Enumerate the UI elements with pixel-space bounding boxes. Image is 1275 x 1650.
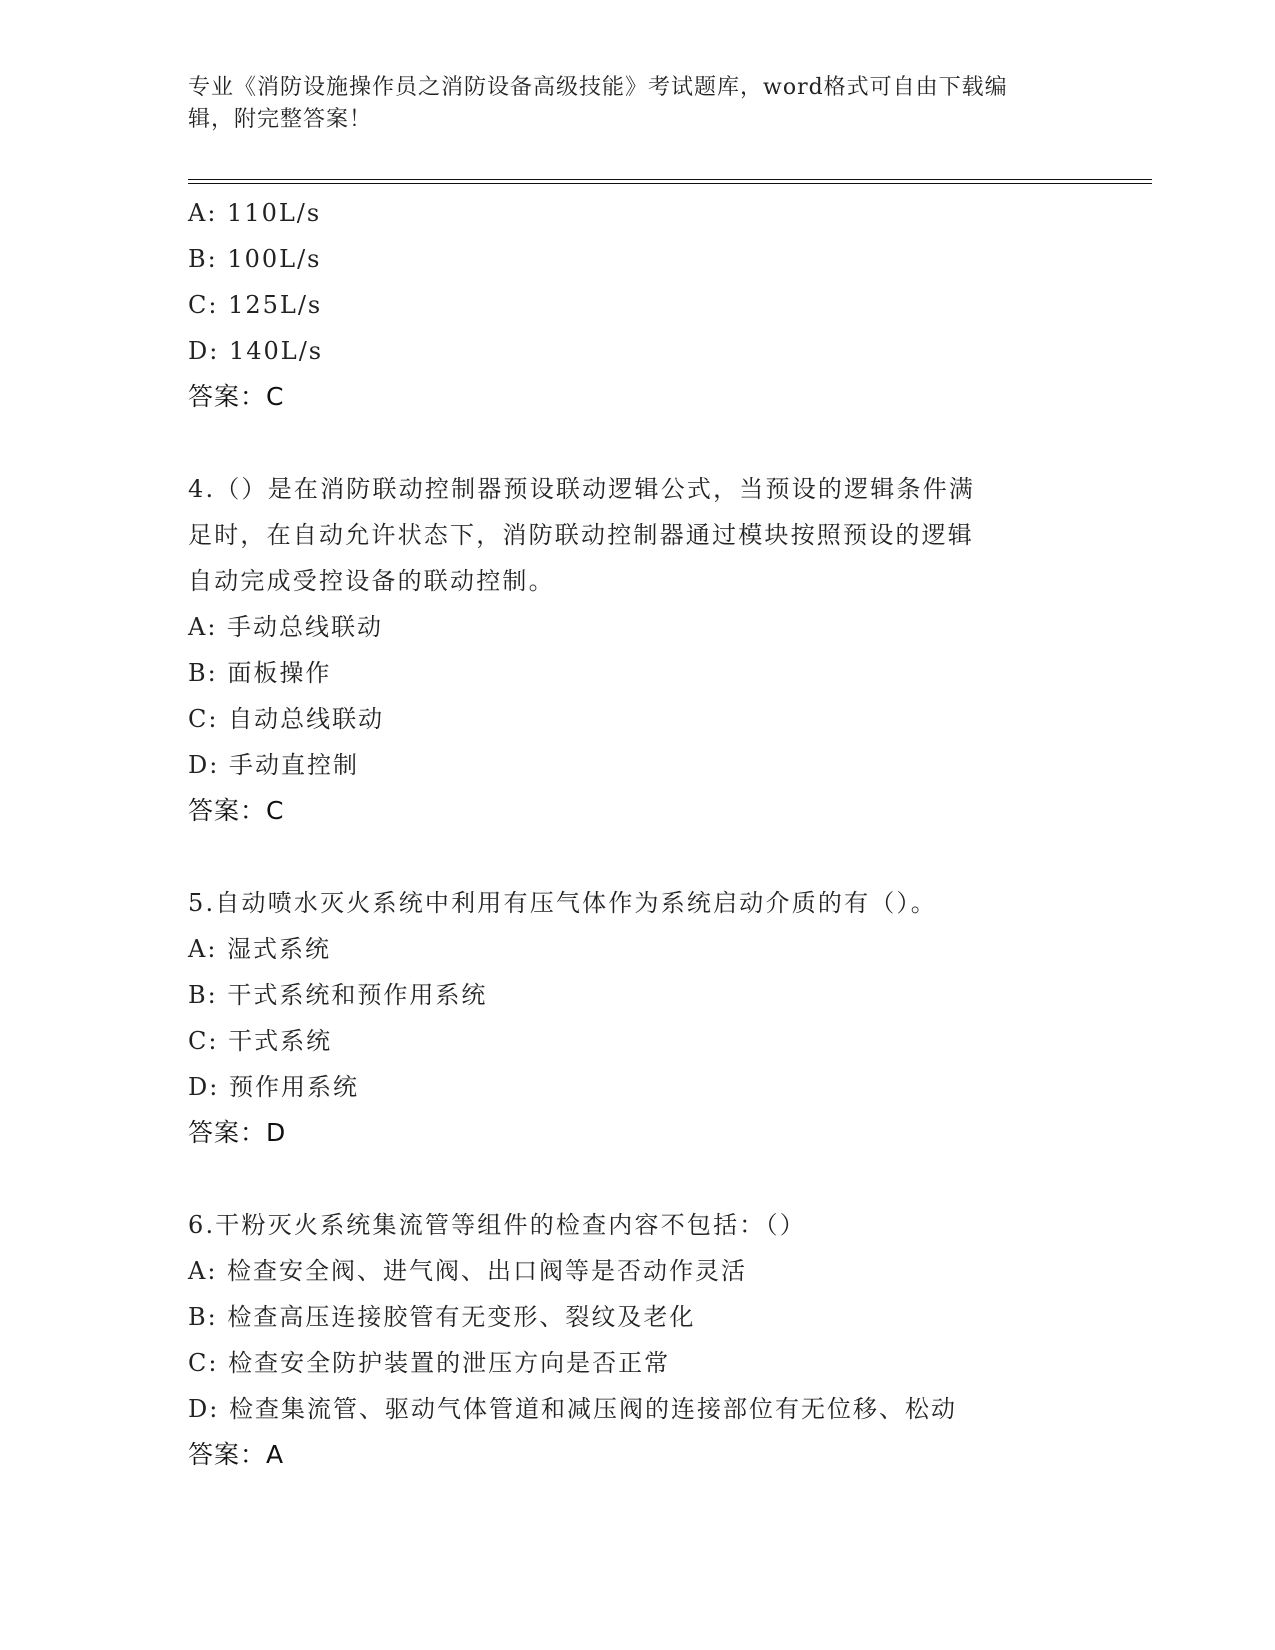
spacer (188, 1156, 1088, 1202)
answer: 答案：C (188, 796, 285, 825)
spacer (188, 834, 1088, 880)
option-b: B: 面板操作 (188, 659, 332, 687)
question-stem: 6.干粉灭火系统集流管等组件的检查内容不包括：（） (188, 1211, 806, 1239)
answer: 答案：C (188, 382, 285, 411)
question-list (188, 190, 1088, 1478)
option-d: D: 手动直控制 (188, 751, 359, 779)
option-c: C: 干式系统 (188, 1027, 333, 1055)
option-b: B: 100L/s (188, 245, 322, 273)
header-rule-bottom (188, 183, 1152, 184)
option-d: D: 预作用系统 (188, 1073, 359, 1101)
answer: 答案：D (188, 1118, 287, 1147)
spacer (188, 420, 1088, 466)
option-c: C: 检查安全防护装置的泄压方向是否正常 (188, 1349, 671, 1377)
question-6 (188, 1202, 1088, 1478)
question-stem-line-3: 自动完成受控设备的联动控制。 (188, 567, 555, 595)
header-line-1: 专业《消防设施操作员之消防设备高级技能》考试题库，word格式可自由下载编 (188, 75, 1008, 100)
question-stem: 5.自动喷水灭火系统中利用有压气体作为系统启动介质的有（）。 (188, 889, 937, 917)
option-a: A: 110L/s (188, 199, 322, 227)
option-d: D: 140L/s (188, 337, 324, 365)
option-c: C: 自动总线联动 (188, 705, 385, 733)
option-b: B: 干式系统和预作用系统 (188, 981, 488, 1009)
option-a: A: 手动总线联动 (188, 613, 384, 641)
question-stem-line-2: 足时，在自动允许状态下，消防联动控制器通过模块按照预设的逻辑 (188, 521, 974, 549)
option-c: C: 125L/s (188, 291, 323, 319)
header-rule-top (188, 179, 1152, 180)
option-b: B: 检查高压连接胶管有无变形、裂纹及老化 (188, 1303, 696, 1331)
question-stem-line-1: 4.（）是在消防联动控制器预设联动逻辑公式，当预设的逻辑条件满 (188, 475, 976, 503)
option-a: A: 检查安全阀、进气阀、出口阀等是否动作灵活 (188, 1257, 748, 1285)
document-header (188, 72, 1068, 136)
question-3 (188, 190, 1088, 420)
option-a: A: 湿式系统 (188, 935, 332, 963)
question-4 (188, 466, 1088, 834)
answer: 答案：A (188, 1440, 285, 1469)
question-5 (188, 880, 1088, 1156)
header-line-2: 辑，附完整答案！ (188, 107, 373, 132)
option-d: D: 检查集流管、驱动气体管道和减压阀的连接部位有无位移、松动 (188, 1395, 957, 1423)
